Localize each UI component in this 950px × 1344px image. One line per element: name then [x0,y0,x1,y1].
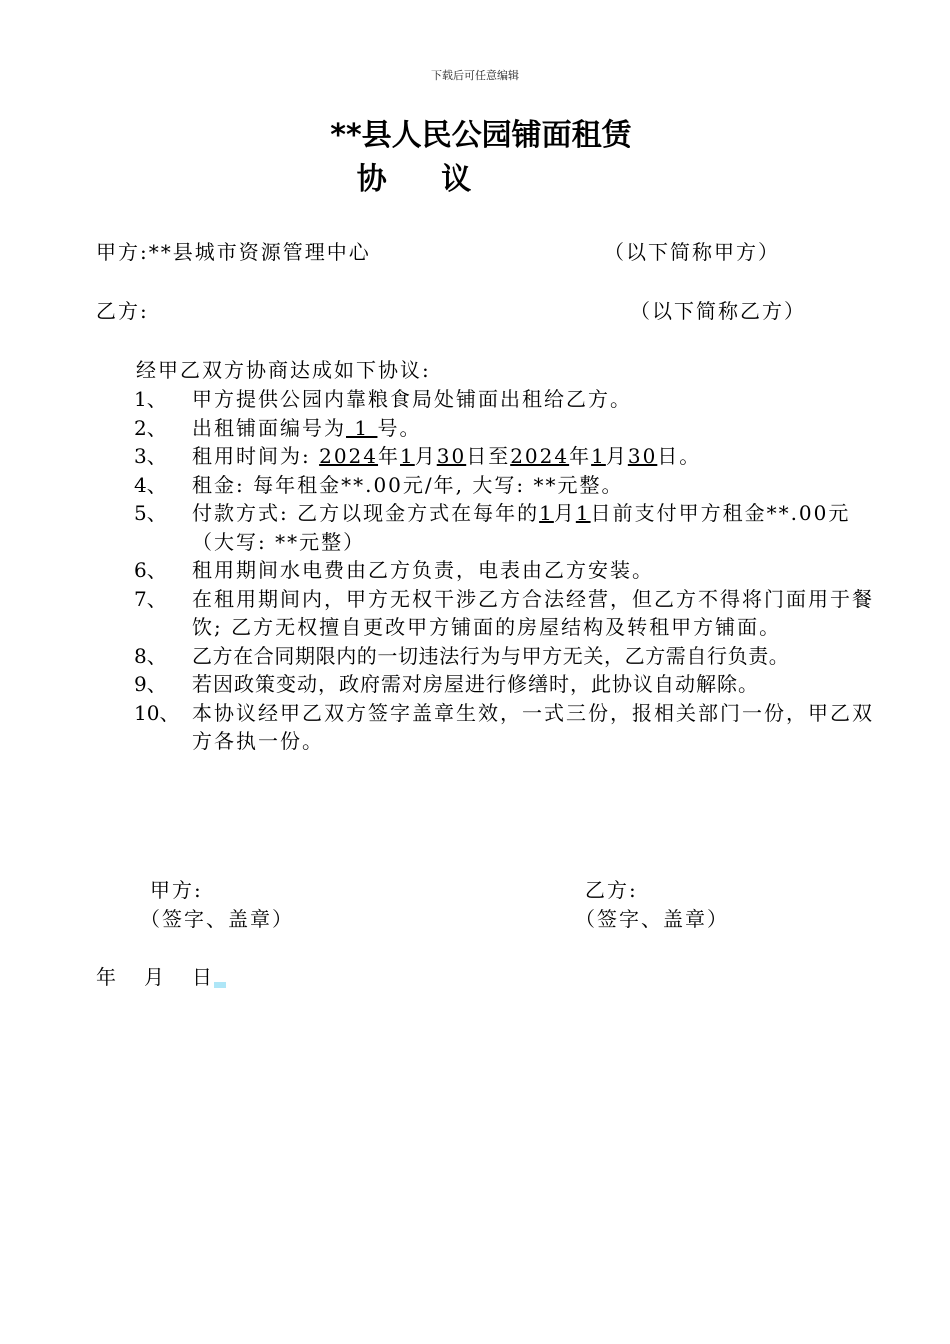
signing-date [96,963,226,991]
signature-b-note: （签字、盖章） [575,907,729,931]
party-b-label: 乙方: [96,299,149,323]
clause-number: 7、 [134,586,167,611]
clause-10 [134,699,894,756]
clause-4 [134,471,894,500]
date-year: 年 [96,965,116,989]
clause-9 [134,670,894,699]
month-char: 月 [605,444,628,468]
date-day: 日 [192,965,212,989]
start-day: 30 [436,444,467,468]
signature-a-label: 甲方: [150,878,203,902]
text-cursor-mark [214,982,226,988]
clause-text: 乙方在合同期限内的一切违法行为与甲方无关，乙方需自行负责。 [192,643,790,668]
clause-number: 8、 [134,643,167,668]
clause-text: 本协议经甲乙双方签字盖章生效，一式三份，报相关部门一份，甲乙双方各执一份。 [192,700,874,753]
party-a-name: **县城市资源管理中心 [148,240,371,264]
clause-text: 在租用期间内，甲方无权干涉乙方合法经营，但乙方不得将门面用于餐饮; 乙方无权擅自更改甲方铺面的房屋结构及转租甲方铺面。 [192,586,874,639]
clause-5-post: 日前支付甲方租金**.00元（大写: **元整） [192,501,851,554]
clause-text: 租金: 每年租金**.00元/年, 大写: **元整。 [192,472,624,497]
clause-text: 租用期间水电费由乙方负责，电表由乙方安装。 [192,558,654,582]
payment-day: 1 [575,501,591,525]
shop-number: 1 [346,415,378,440]
clause-number: 6、 [134,558,167,582]
day-end: 日。 [657,444,702,468]
title-line2-text: 协 议 [356,162,494,197]
clause-1 [134,385,894,414]
intro-text: 经甲乙双方协商达成如下协议: [136,358,431,382]
clause-2 [134,414,894,443]
month-char: 月 [414,444,437,468]
clause-text [192,414,894,443]
signature-a-note: （签字、盖章） [140,907,294,931]
clause-6 [134,556,894,585]
clause-text: 甲方提供公园内靠粮食局处铺面出租给乙方。 [192,387,632,411]
clause-5 [134,499,894,556]
clause-7 [134,585,894,642]
clause-number: 1、 [134,387,167,411]
party-a-line [96,238,371,266]
end-year: 2024 [510,444,570,468]
end-month: 1 [591,444,606,468]
clause-number: 4、 [134,472,167,497]
clause-number: 5、 [134,501,167,525]
clause-list [134,385,894,756]
end-day: 30 [627,444,658,468]
month-char: 月 [553,501,576,525]
year-char: 年 [378,444,401,468]
party-a-label: 甲方: [96,240,149,264]
clause-text: 若因政策变动，政府需对房屋进行修缮时，此协议自动解除。 [192,672,759,696]
date-month: 月 [144,965,164,989]
clause-8 [134,642,894,671]
clause-2-post: 号。 [377,415,422,440]
clause-number: 2、 [134,415,167,440]
clause-number: 9、 [134,672,167,696]
header-note: 下载后可任意编辑 [431,69,519,82]
clause-5-pre: 付款方式: 乙方以现金方式在每年的 [192,501,540,525]
payment-month: 1 [539,501,554,525]
clause-text [192,442,894,471]
start-year: 2024 [319,444,379,468]
party-b-alias: （以下简称乙方） [630,299,806,323]
clause-3-pre: 租用时间为: [192,444,311,468]
document-title: **县人民公园铺面租赁 [330,118,632,153]
year-char: 年 [569,444,592,468]
clause-number: 3、 [134,444,167,468]
clause-3 [134,442,894,471]
day-to: 日至 [466,444,511,468]
clause-number: 10、 [134,700,180,725]
signature-b-label: 乙方: [585,878,638,902]
document-title-line2 [0,160,950,200]
clause-text [192,499,894,556]
start-month: 1 [400,444,415,468]
clause-2-pre: 出租铺面编号为 [192,415,346,440]
party-a-alias: （以下简称甲方） [604,240,780,264]
